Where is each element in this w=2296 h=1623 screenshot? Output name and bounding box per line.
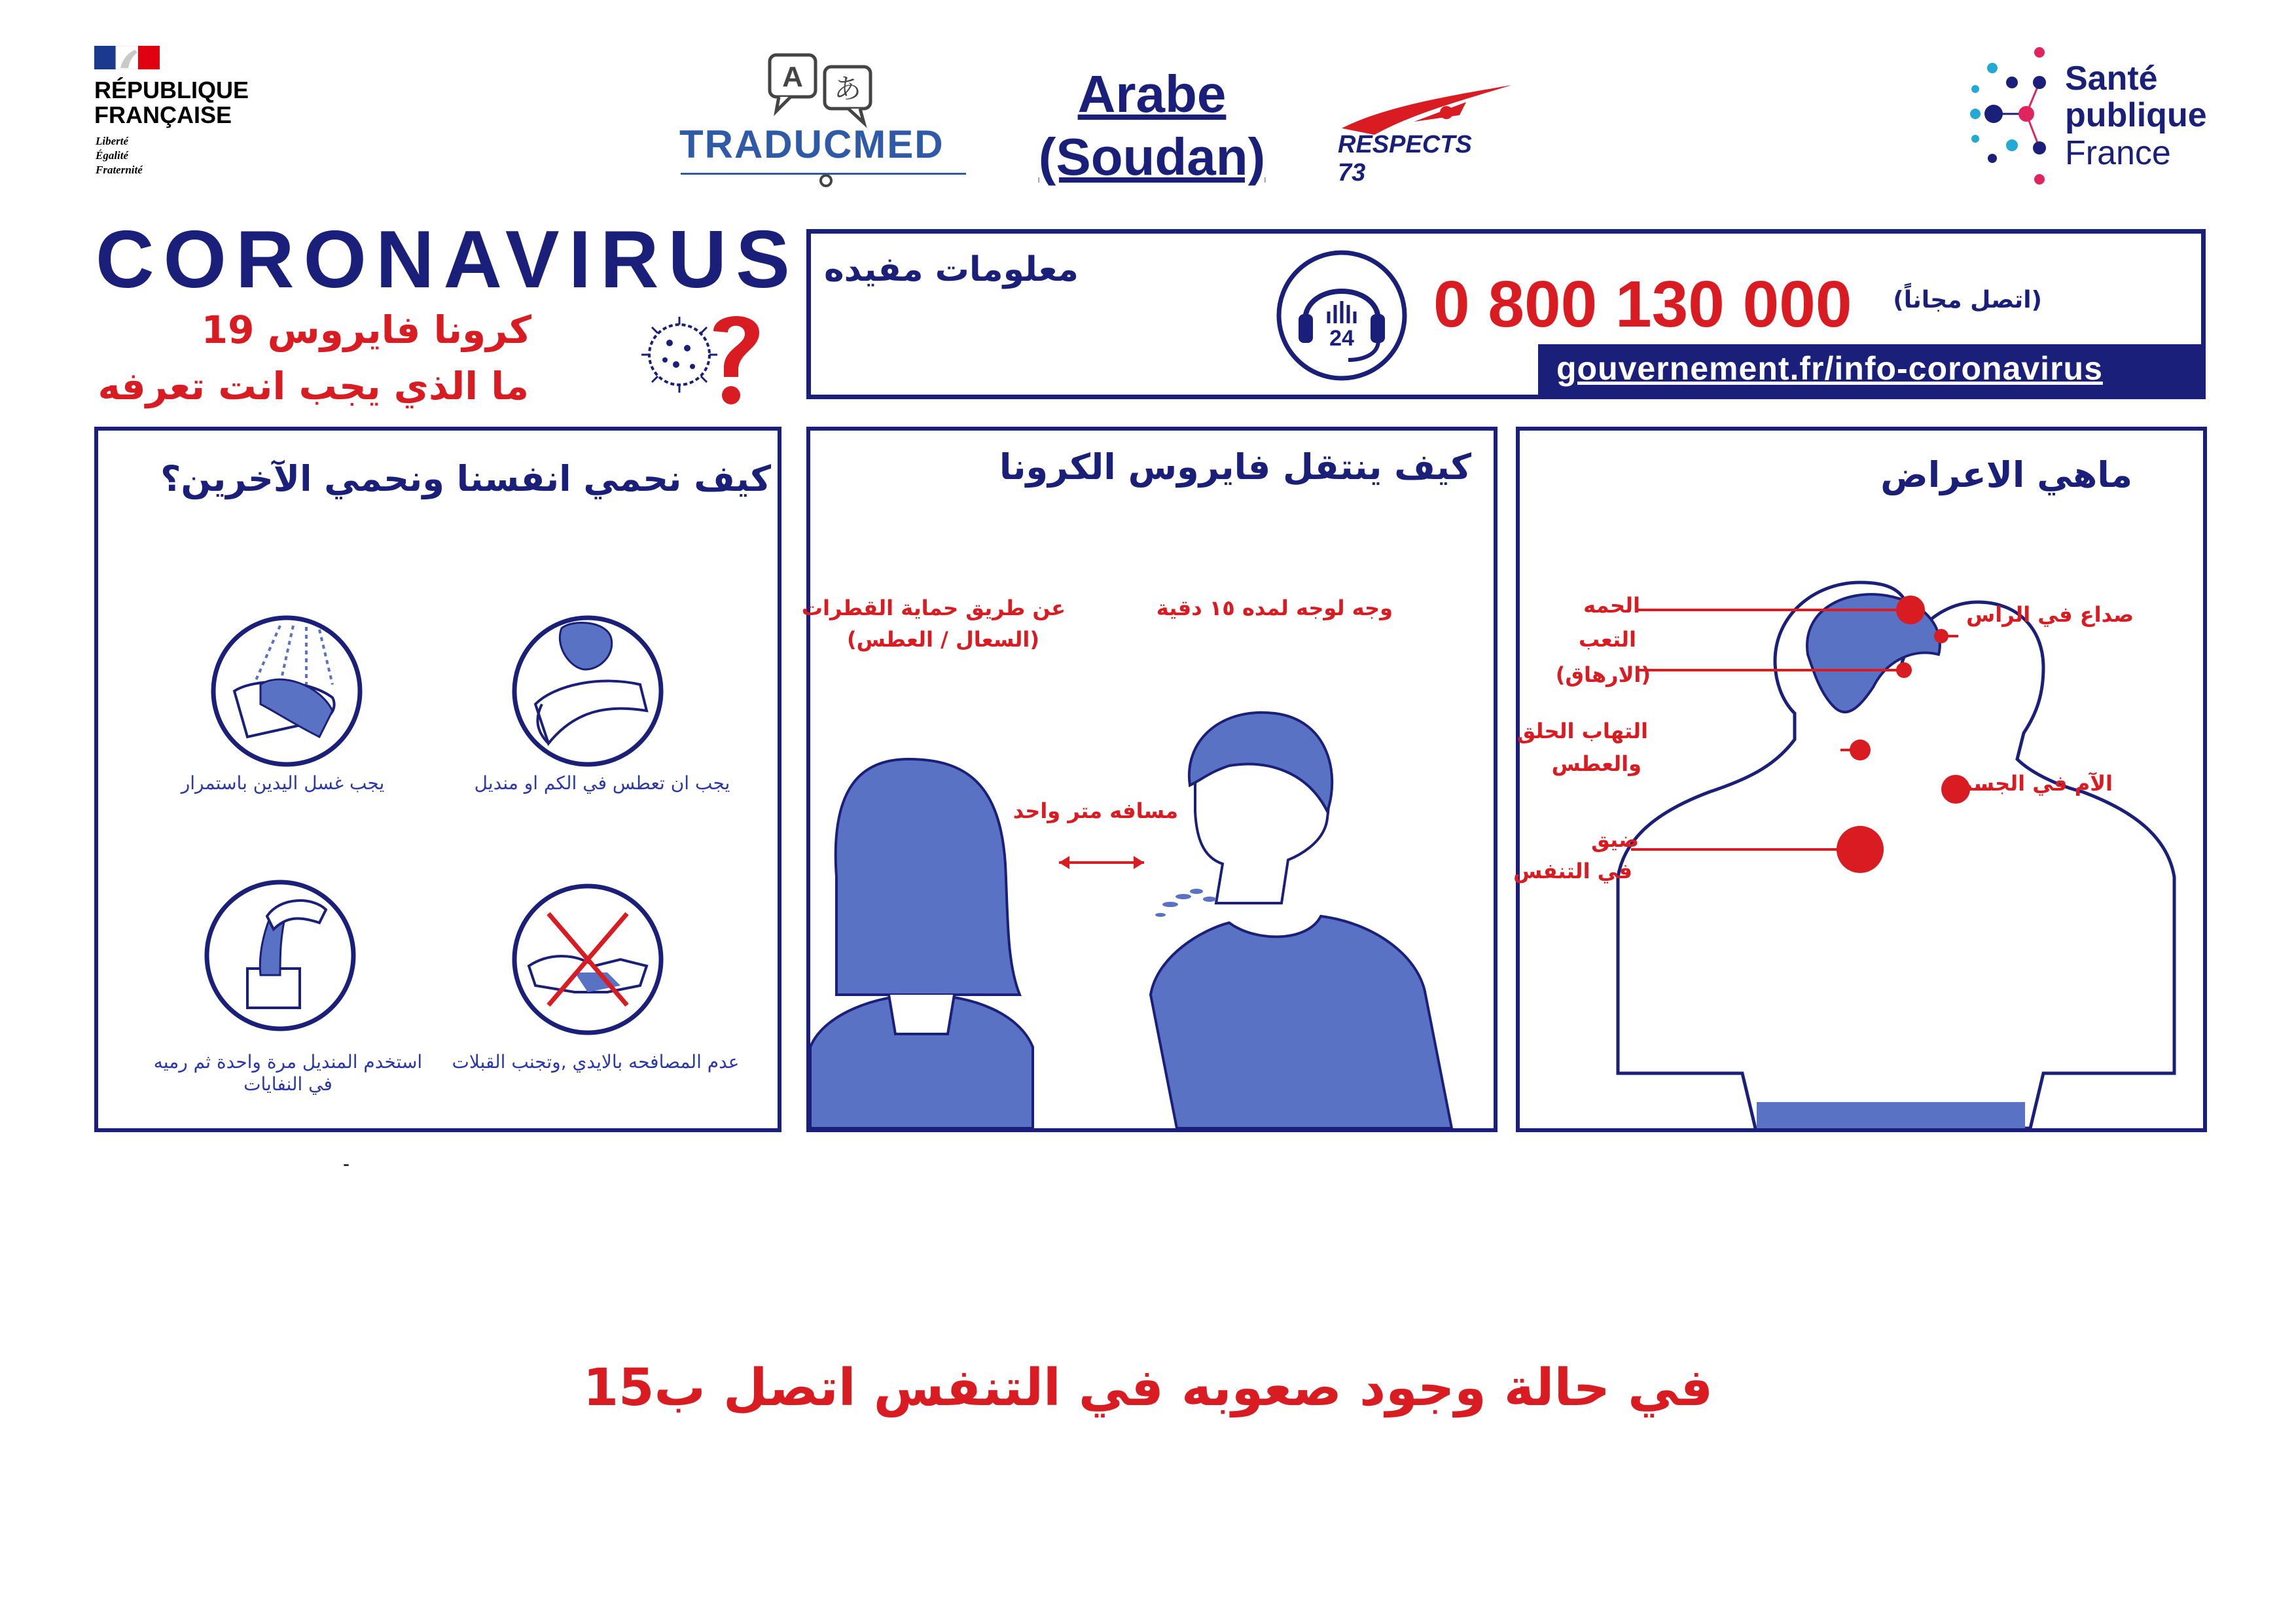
language-title (1021, 63, 1283, 188)
language-line2: (Soudan) (1038, 128, 1266, 186)
info-heading: معلومات مفيده (823, 250, 1079, 289)
spf-line3: France (2065, 134, 2171, 172)
language-line1: Arabe (1077, 65, 1227, 123)
stethoscope-icon (806, 151, 846, 190)
stray-mark: - (343, 1153, 350, 1175)
symptom-throat-2: والعطس (1551, 751, 1641, 776)
body-symptoms-illustration (1520, 576, 2203, 1128)
svg-text:A: A (782, 61, 803, 93)
symptom-fatigue-2: (الارهاق) (1555, 662, 1651, 687)
sneeze-elbow-icon (509, 613, 666, 770)
symptom-body-pain: الآم في الجسم (1957, 771, 2113, 796)
marianne-flag-icon (94, 46, 160, 69)
headset-24h-icon (1275, 249, 1408, 382)
phone-number[interactable]: 0 800 130 000 (1433, 268, 1852, 341)
protect-caption-2: يجب غسل اليدين باستمرار (181, 772, 385, 794)
info-url-link[interactable]: gouvernement.fr/info-coronavirus (1556, 350, 2103, 387)
symptom-headache: صداع في الراس (1966, 602, 2134, 627)
symptom-fever: الحمه (1583, 593, 1640, 618)
tissue-disposal-icon (202, 877, 359, 1034)
svg-text:あ: あ (833, 73, 862, 105)
motto-fraternite: Fraternité (96, 164, 143, 176)
republic-name-line2: FRANÇAISE (94, 101, 232, 128)
protect-caption-3: عدم المصافحه بالايدي ,وتجنب القبلات (452, 1051, 740, 1073)
motto-liberte: Liberté (96, 135, 129, 147)
emergency-note: في حالة وجود صعوبه في التنفس اتصل ب15 (583, 1359, 1713, 1418)
protect-caption-1: يجب ان تعطس في الكم او منديل (474, 772, 730, 794)
symptom-fatigue-1: التعب (1579, 627, 1636, 652)
transmission-illustration (810, 707, 1494, 1128)
symptom-breath-1: ضيق (1591, 827, 1639, 852)
protect-panel-title: كيف نحمي انفسنا ونحمي الآخرين؟ (160, 458, 771, 499)
subtitle-line1: كرونا فايروس 19 (201, 308, 531, 352)
symptoms-panel-title: ماهي الاعراض (1880, 454, 2132, 495)
spf-line2: publique (2065, 96, 2207, 134)
no-handshake-icon (509, 881, 666, 1038)
free-call-note: (اتصل مجاناً) (1893, 287, 2042, 313)
transmission-panel-title: كيف ينتقل فايروس الكرونا (999, 446, 1471, 488)
main-title: CORONAVIRUS (96, 215, 799, 305)
label-distance: مسافه متر واحد (1013, 798, 1178, 823)
respects73-wordmark: RESPECTS 73 (1338, 131, 1472, 187)
virus-question-icon (640, 302, 771, 414)
spf-line1: Santé (2065, 60, 2158, 98)
label-face-to-face: وجه لوجه لمده ١٥ دقية (1156, 596, 1393, 620)
symptom-breath-2: في التنفس (1513, 859, 1632, 883)
label-droplets-1: عن طريق حماية القطرات (801, 596, 1066, 620)
translation-bubbles-icon (764, 51, 882, 130)
traducmed-wordmark: TRADUCMED (679, 122, 944, 166)
svg-text:24: 24 (1329, 326, 1354, 351)
republic-name-line1: RÉPUBLIQUE (94, 77, 249, 103)
sante-publique-dots-icon (1966, 46, 2064, 190)
motto-egalite: Égalité (96, 149, 129, 162)
protect-caption-4: استخدم المنديل مرة واحدة ثم رميه في النفايات (153, 1051, 423, 1095)
subtitle-line2: ما الذي يجب انت تعرفه (98, 364, 529, 408)
hand-washing-icon (208, 613, 365, 770)
label-droplets-2: (السعال / العطس) (846, 627, 1039, 652)
symptom-throat-1: التهاب الحلق (1516, 719, 1648, 743)
